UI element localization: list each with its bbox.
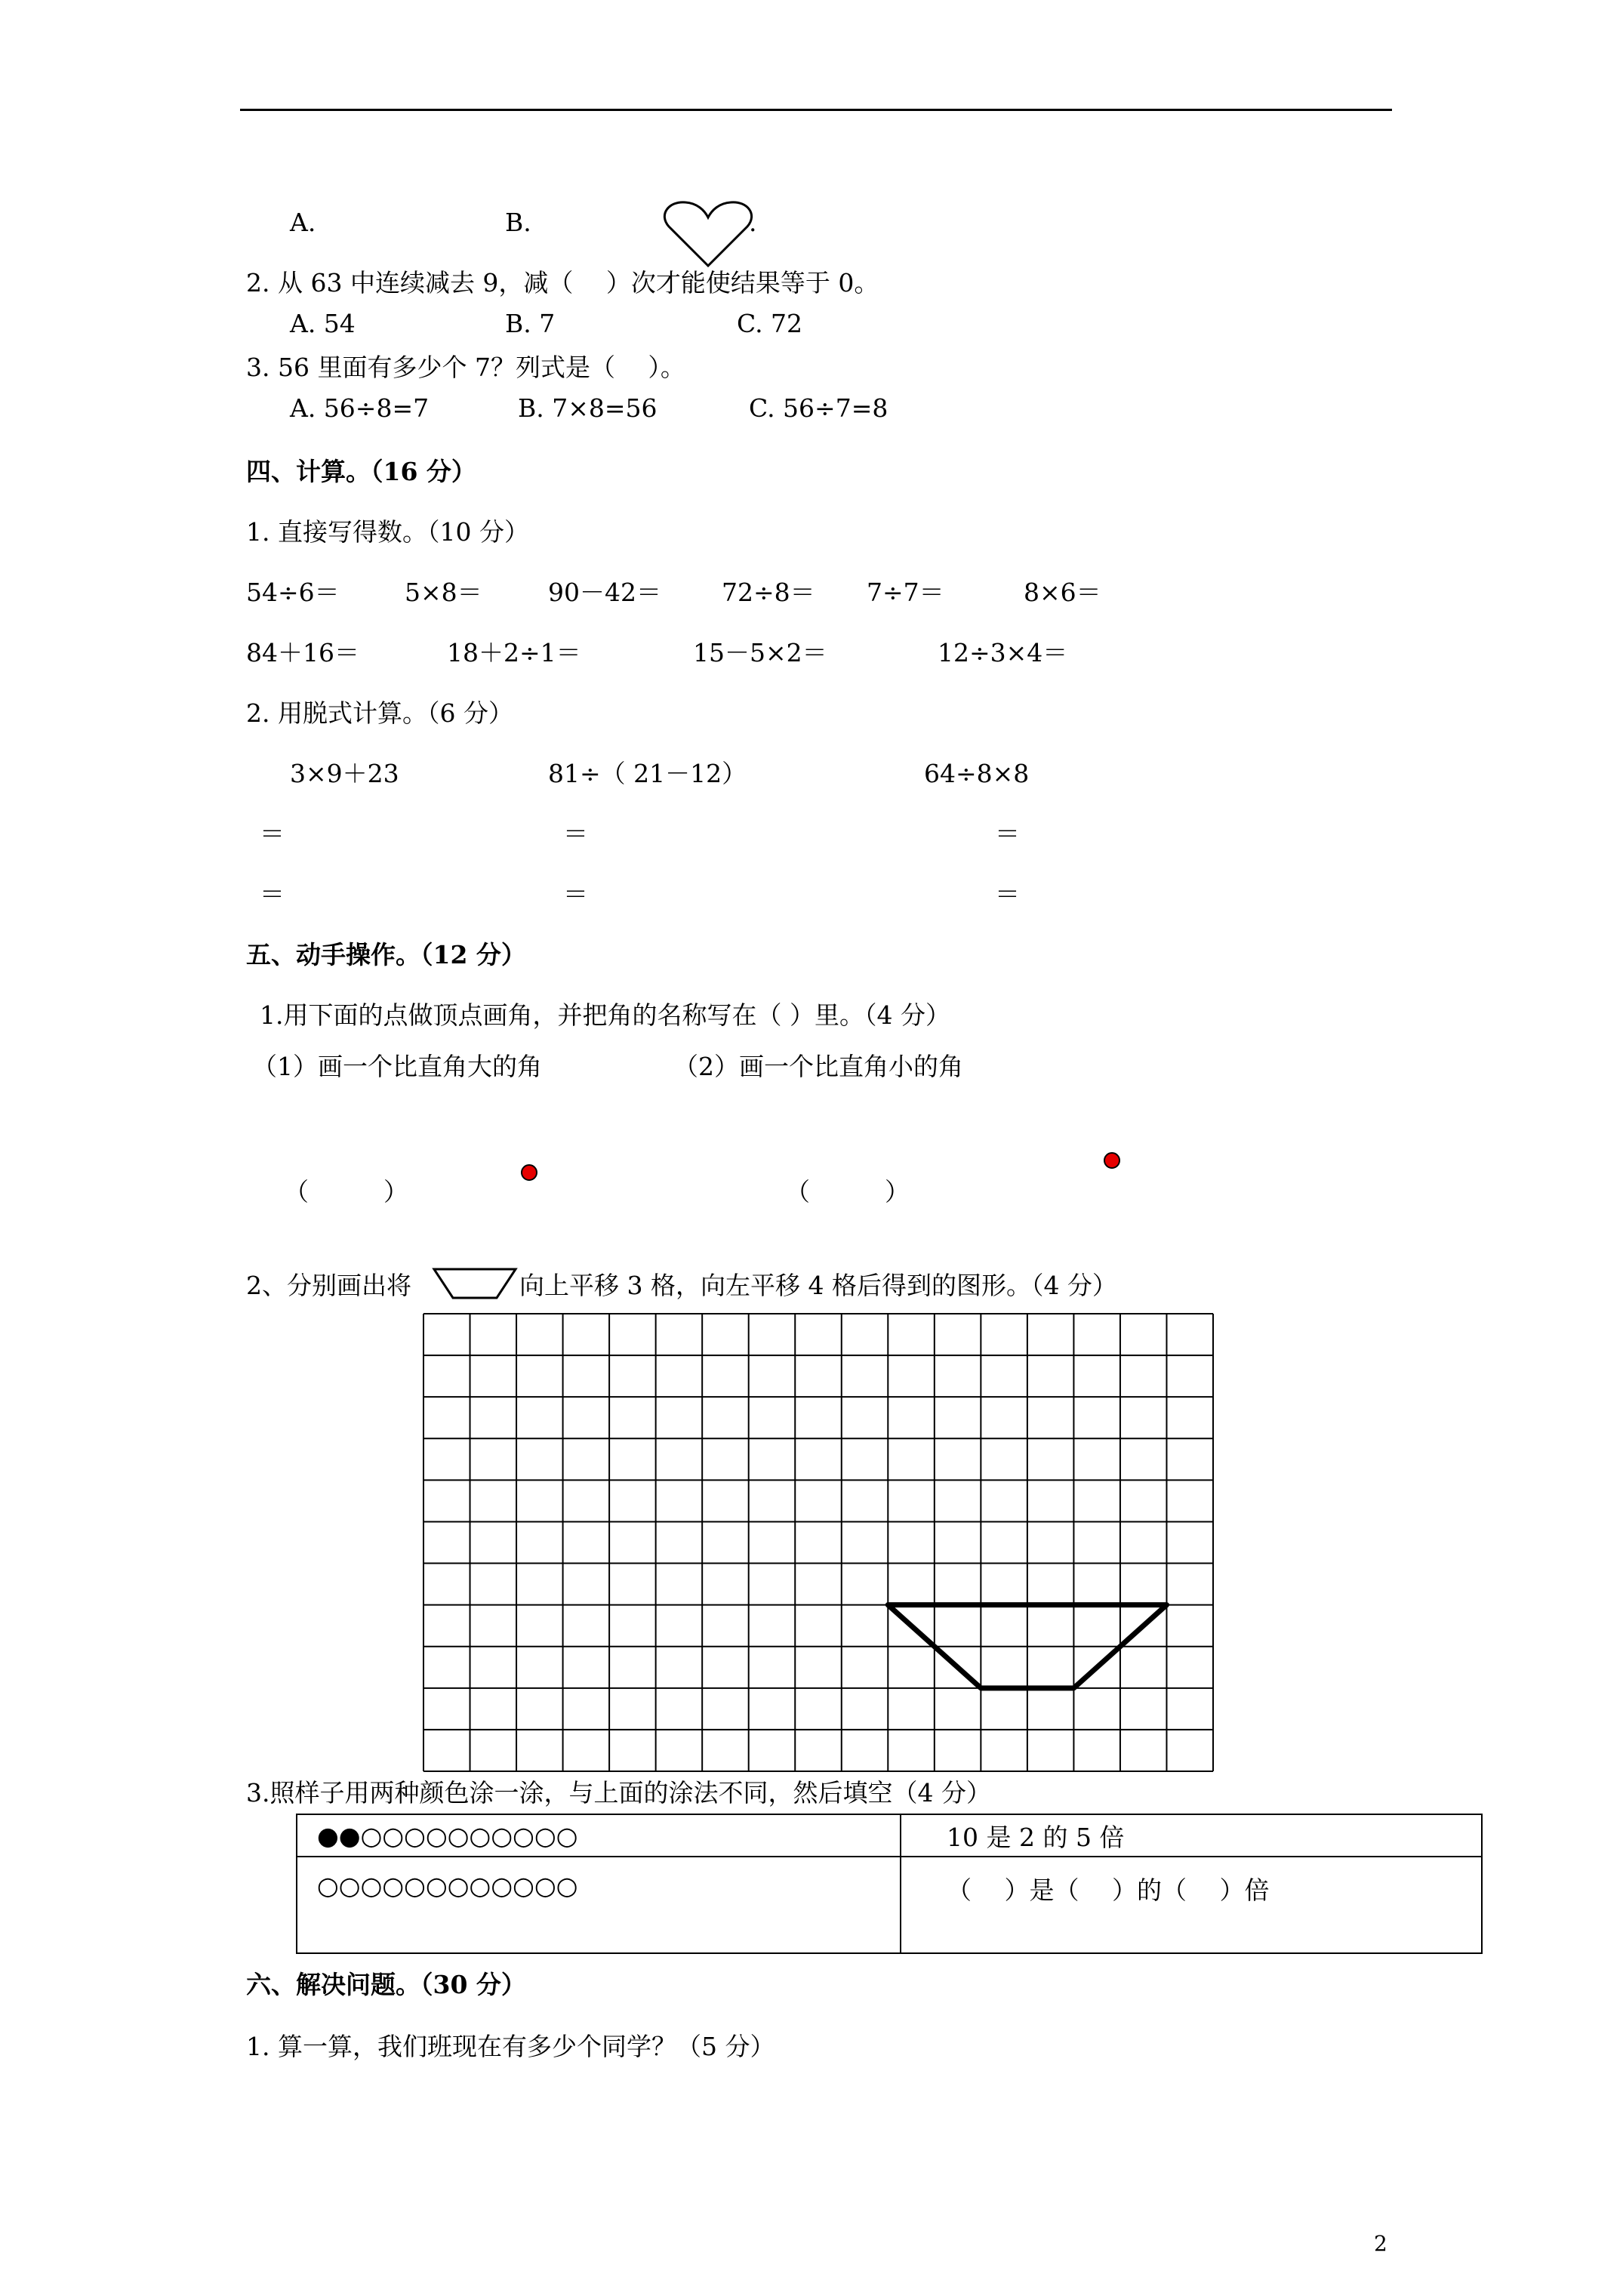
- equals-3b: ＝: [995, 880, 1020, 909]
- coloring-task-title: 3.照样子用两种颜色涂一涂，与上面的涂法不同，然后填空（4 分）: [246, 1778, 991, 1808]
- step-expr-3: 64÷8×8: [924, 759, 1030, 788]
- oral-calc-1: 54÷6＝: [246, 578, 340, 607]
- oral-calc-9: 15－5×2＝: [693, 638, 827, 667]
- angle-blank-2: （ ）: [785, 1177, 910, 1207]
- translate-task-prefix: 2、分别画出将: [246, 1271, 411, 1300]
- page-number: 2: [1374, 2231, 1387, 2256]
- oral-calc-6: 8×6＝: [1024, 578, 1101, 607]
- step-expr-1: 3×9＋23: [290, 759, 399, 788]
- q2-option-b: B. 7: [505, 309, 556, 338]
- oral-calc-3: 90－42＝: [548, 578, 661, 607]
- oral-calc-8: 18＋2÷1＝: [447, 638, 581, 667]
- small-trapezoid-icon: [432, 1267, 518, 1300]
- red-vertex-dot-2: [1102, 1151, 1122, 1170]
- heart-shape: [663, 198, 753, 270]
- calc-sub1-title: 1. 直接写得数。（10 分）: [246, 517, 529, 547]
- angle-part2: （2）画一个比直角小的角: [673, 1052, 963, 1081]
- q3-option-b: B. 7×8=56: [518, 393, 658, 423]
- q1-option-a: A.: [290, 208, 316, 237]
- oral-calc-4: 72÷8＝: [722, 578, 815, 607]
- coloring-table: [296, 1814, 1483, 1954]
- blank-circles[interactable]: ○○○○○○○○○○○○: [297, 1857, 901, 1953]
- fill-blank-statement[interactable]: （ ）是（ ）的（ ）倍: [901, 1857, 1482, 1953]
- translate-task-suffix: 向上平移 3 格，向左平移 4 格后得到的图形。（4 分）: [519, 1271, 1117, 1300]
- q2-stem: 2. 从 63 中连续减去 9，减（ ）次才能使结果等于 0。: [246, 268, 879, 297]
- oral-calc-5: 7÷7＝: [867, 578, 944, 607]
- equals-3a: ＝: [995, 819, 1020, 849]
- q3-option-a: A. 56÷8=7: [290, 393, 430, 423]
- angle-blank-1: （ ）: [284, 1177, 408, 1207]
- section4-title: 四、计算。（16 分）: [246, 457, 476, 486]
- q3-stem: 3. 56 里面有多少个 7？列式是（ ）。: [246, 353, 685, 382]
- oral-calc-2: 5×8＝: [405, 578, 482, 607]
- step-expr-2: 81÷（ 21－12）: [548, 759, 747, 788]
- q3-option-c: C. 56÷7=8: [749, 393, 888, 423]
- angle-task-title: 1.用下面的点做顶点画角，并把角的名称写在（ ）里。（4 分）: [260, 1000, 950, 1030]
- angle-part1: （1）画一个比直角大的角: [252, 1052, 542, 1081]
- header-rule: [240, 109, 1392, 111]
- equals-2b: ＝: [563, 880, 588, 909]
- sample-circles: ●●○○○○○○○○○○: [297, 1814, 901, 1857]
- q1-option-b: B.: [505, 208, 531, 237]
- equals-2a: ＝: [563, 819, 588, 849]
- red-vertex-dot-1: [519, 1163, 539, 1182]
- q1-option-c-dot: .: [749, 208, 757, 237]
- problem-1: 1. 算一算，我们班现在有多少个同学？（5 分）: [246, 2032, 775, 2061]
- sample-statement: 10 是 2 的 5 倍: [901, 1814, 1482, 1857]
- q2-option-a: A. 54: [290, 309, 356, 338]
- q2-option-c: C. 72: [737, 309, 803, 338]
- equals-1a: ＝: [260, 819, 285, 849]
- oral-calc-7: 84＋16＝: [246, 638, 359, 667]
- section5-title: 五、动手操作。（12 分）: [246, 940, 526, 969]
- calc-sub2-title: 2. 用脱式计算。（6 分）: [246, 698, 513, 728]
- square-grid: [423, 1312, 1214, 1773]
- section6-title: 六、解决问题。（30 分）: [246, 1970, 526, 1999]
- equals-1b: ＝: [260, 880, 285, 909]
- oral-calc-10: 12÷3×4＝: [938, 638, 1068, 667]
